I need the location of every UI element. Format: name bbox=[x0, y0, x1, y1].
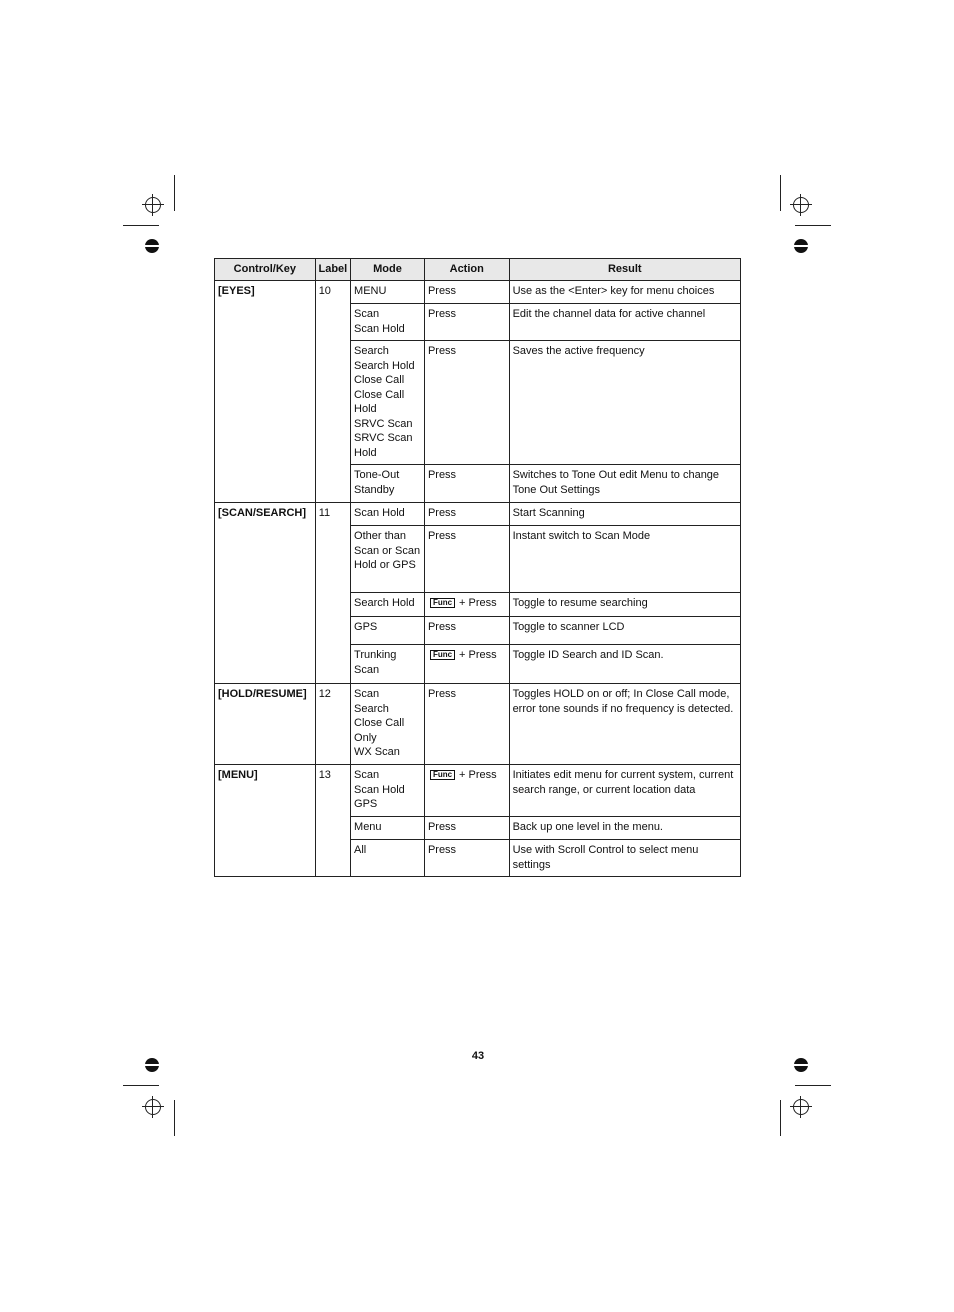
table-row bbox=[215, 684, 741, 765]
mode-cell: MENU bbox=[351, 281, 425, 304]
action-cell: Press bbox=[424, 526, 509, 593]
header-action: Action bbox=[424, 259, 509, 281]
mode-cell: Scan Scan Hold bbox=[351, 304, 425, 341]
result-cell: Toggles HOLD on or off; In Close Call mode, error tone sounds if no frequency is detected. bbox=[509, 684, 740, 765]
header-mode: Mode bbox=[351, 259, 425, 281]
result-cell: Toggle to resume searching bbox=[509, 593, 740, 617]
mode-cell: Trunking Scan bbox=[351, 645, 425, 684]
header-label: Label bbox=[315, 259, 350, 281]
mode-cell: Search Hold bbox=[351, 593, 425, 617]
action-cell: Press bbox=[424, 817, 509, 840]
mode-cell: Other than Scan or Scan Hold or GPS bbox=[351, 526, 425, 593]
action-cell: Press bbox=[424, 304, 509, 341]
crop-mark bbox=[795, 1085, 831, 1086]
result-cell: Edit the channel data for active channel bbox=[509, 304, 740, 341]
header-control-key: Control/Key bbox=[215, 259, 316, 281]
func-key-icon: Func bbox=[430, 770, 455, 780]
page-number: 43 bbox=[471, 1050, 485, 1062]
label-cell: 10 bbox=[315, 281, 350, 503]
control-key-cell: [HOLD/RESUME] bbox=[215, 684, 316, 765]
crop-mark bbox=[780, 175, 781, 211]
label-cell: 12 bbox=[315, 684, 350, 765]
crop-mark bbox=[123, 225, 159, 226]
table-body bbox=[215, 281, 741, 877]
registration-crosshair-icon bbox=[145, 1099, 161, 1115]
action-cell bbox=[424, 765, 509, 817]
label-cell: 13 bbox=[315, 765, 350, 877]
func-key-icon: Func bbox=[430, 598, 455, 608]
control-key-table bbox=[214, 258, 741, 877]
registration-dot-icon bbox=[794, 239, 808, 253]
action-cell bbox=[424, 593, 509, 617]
registration-dot-icon bbox=[145, 239, 159, 253]
result-cell: Toggle to scanner LCD bbox=[509, 617, 740, 645]
control-key-cell: [SCAN/SEARCH] bbox=[215, 503, 316, 684]
result-cell: Start Scanning bbox=[509, 503, 740, 526]
result-cell: Toggle ID Search and ID Scan. bbox=[509, 645, 740, 684]
label-cell: 11 bbox=[315, 503, 350, 684]
table-row bbox=[215, 503, 741, 526]
registration-dot-icon bbox=[794, 1058, 808, 1072]
mode-cell: Scan Search Close Call Only WX Scan bbox=[351, 684, 425, 765]
control-key-cell: [MENU] bbox=[215, 765, 316, 877]
mode-cell: All bbox=[351, 840, 425, 877]
mode-cell: GPS bbox=[351, 617, 425, 645]
crop-mark bbox=[174, 175, 175, 211]
crop-mark bbox=[795, 225, 831, 226]
result-cell: Initiates edit menu for current system, current search range, or current location data bbox=[509, 765, 740, 817]
registration-crosshair-icon bbox=[145, 197, 161, 213]
action-cell: Press bbox=[424, 684, 509, 765]
action-cell bbox=[424, 645, 509, 684]
mode-cell: Scan Scan Hold GPS bbox=[351, 765, 425, 817]
registration-crosshair-icon bbox=[793, 197, 809, 213]
result-cell: Instant switch to Scan Mode bbox=[509, 526, 740, 593]
registration-crosshair-icon bbox=[793, 1099, 809, 1115]
result-cell: Saves the active frequency bbox=[509, 341, 740, 465]
result-cell: Use with Scroll Control to select menu settings bbox=[509, 840, 740, 877]
result-cell: Use as the <Enter> key for menu choices bbox=[509, 281, 740, 304]
table-header-row bbox=[215, 259, 741, 281]
table-row bbox=[215, 281, 741, 304]
crop-mark bbox=[780, 1100, 781, 1136]
action-cell: Press bbox=[424, 503, 509, 526]
action-text: + Press bbox=[459, 769, 497, 781]
action-text: + Press bbox=[459, 649, 497, 661]
mode-cell: Scan Hold bbox=[351, 503, 425, 526]
registration-dot-icon bbox=[145, 1058, 159, 1072]
header-result: Result bbox=[509, 259, 740, 281]
action-cell: Press bbox=[424, 341, 509, 465]
mode-cell: Menu bbox=[351, 817, 425, 840]
action-cell: Press bbox=[424, 617, 509, 645]
func-key-icon: Func bbox=[430, 650, 455, 660]
mode-cell: Search Search Hold Close Call Close Call Hold SRVC Scan SRVC Scan Hold bbox=[351, 341, 425, 465]
table-row bbox=[215, 765, 741, 817]
result-cell: Back up one level in the menu. bbox=[509, 817, 740, 840]
mode-cell: Tone-Out Standby bbox=[351, 465, 425, 503]
control-key-cell: [EYES] bbox=[215, 281, 316, 503]
crop-mark bbox=[123, 1085, 159, 1086]
action-cell: Press bbox=[424, 840, 509, 877]
action-cell: Press bbox=[424, 465, 509, 503]
action-cell: Press bbox=[424, 281, 509, 304]
crop-mark bbox=[174, 1100, 175, 1136]
result-cell: Switches to Tone Out edit Menu to change Tone Out Settings bbox=[509, 465, 740, 503]
action-text: + Press bbox=[459, 597, 497, 609]
